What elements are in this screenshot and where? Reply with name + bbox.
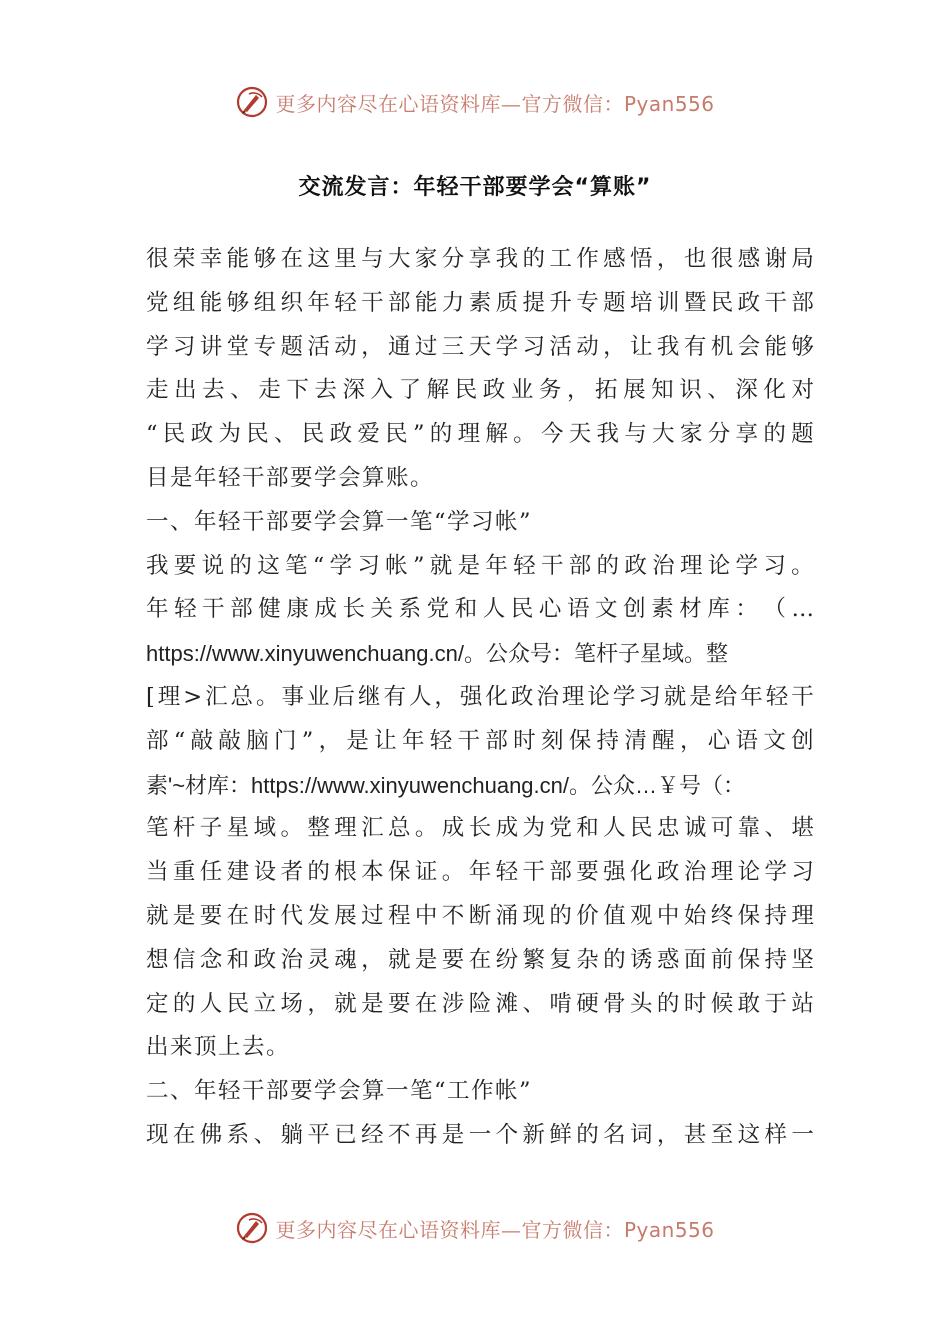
body-line: 出来顶上去。: [146, 1034, 291, 1061]
body-line: 部 “ 敲 敲 脑 门 ” ， 是 让 年 轻 干 部 时 刻 保 持 清 醒 ， 心 语 文 创: [146, 727, 814, 754]
header-watermark-banner: [0, 84, 950, 120]
body-line: 现 在 佛 系 、 躺 平 已 经 不 再 是 一 个 新 鲜 的 名 词 ， 甚 至 这 样 一: [146, 1121, 814, 1148]
body-line: 想 信 念 和 政 治 灵 魂 ， 就 是 要 在 纷 繁 复 杂 的 诱 惑 面 前 保 持 坚: [146, 946, 814, 973]
document-title: 交流发言：年轻干部要学会“算账”: [298, 175, 652, 200]
body-line: 我 要 说 的 这 笔 “ 学 习 帐 ” 就 是 年 轻 干 部 的 政 治 理 论 学 习 。: [146, 552, 814, 579]
body-line: 就 是 要 在 时 代 发 展 过 程 中 不 断 涌 现 的 价 值 观 中 始 终 保 持 理: [146, 902, 814, 929]
body-line: “ 民 政 为 民 、 民 政 爱 民 ” 的 理 解 。 今 天 我 与 大 家 分 享 的 题: [146, 421, 814, 448]
body-line: 定 的 人 民 立 场 ， 就 是 要 在 涉 险 滩 、 啃 硬 骨 头 的 时 候 敢 于 站: [146, 990, 814, 1017]
body-line: [ 理 > 汇 总 。 事 业 后 继 有 人 ， 强 化 政 治 理 论 学 习 就 是 给 年 轻 干: [146, 683, 814, 710]
document-body: [146, 238, 814, 1158]
body-line-url: 素'~材库：https://www.xinyuwenchuang.cn/。公众…￥号（：: [146, 772, 745, 798]
body-line: 走 出 去 、 走 下 去 深 入 了 解 民 政 业 务 ， 拓 展 知 识 、 深 化 对: [146, 377, 814, 404]
body-line: 目是年轻干部要学会算账。: [146, 464, 435, 491]
body-line: 年 轻 干 部 健 康 成 长 关 系 党 和 人 民 心 语 文 创 素 材 库 ： （ …: [146, 596, 814, 623]
watermark-text: 更多内容尽在心语资料库—官方微信：Pyan556: [275, 91, 715, 116]
body-line: 当 重 任 建 设 者 的 根 本 保 证 。 年 轻 干 部 要 强 化 政 治 理 论 学 习: [146, 859, 814, 886]
watermark-text: 更多内容尽在心语资料库—官方微信：Pyan556: [275, 1217, 715, 1242]
body-line: 很 荣 幸 能 够 在 这 里 与 大 家 分 享 我 的 工 作 感 悟 ， 也 很 感 谢 局: [146, 246, 814, 272]
section-heading: 一、年轻干部要学会算一笔“学习帐”: [146, 508, 533, 535]
section-heading: 二、年轻干部要学会算一笔“工作帐”: [146, 1078, 533, 1105]
body-line: 党 组 能 够 组 织 年 轻 干 部 能 力 素 质 提 升 专 题 培 训 暨 民 政 干 部: [146, 289, 814, 316]
body-line: 学 习 讲 堂 专 题 活 动 ， 通 过 三 天 学 习 活 动 ， 让 我 有 机 会 能 够: [146, 333, 814, 360]
body-line-url: https://www.xinyuwenchuang.cn/。公众号：笔杆子星域。整: [146, 641, 728, 667]
body-line: 笔 杆 子 星 域 。 整 理 汇 总 。 成 长 成 为 党 和 人 民 忠 诚 可 靠 、 堪: [146, 815, 814, 842]
pen-logo-icon: [235, 85, 269, 119]
footer-watermark-banner: [0, 1210, 950, 1246]
pen-logo-icon: [235, 1211, 269, 1245]
